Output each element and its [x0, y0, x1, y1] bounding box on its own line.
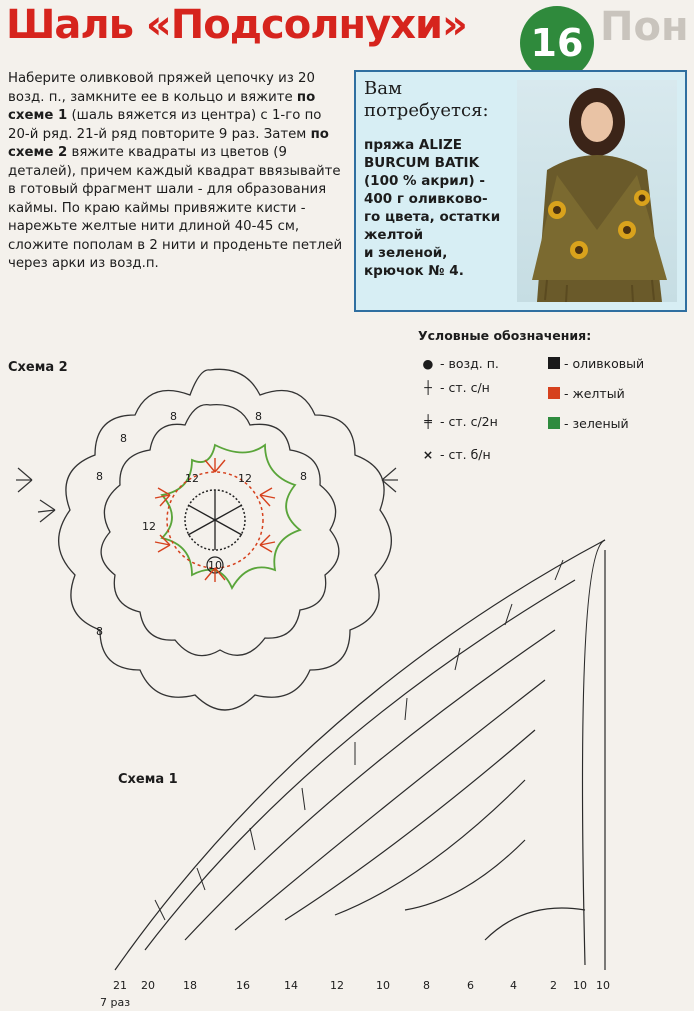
materials-list [364, 136, 524, 280]
materials-heading: Вам потребуется: [364, 78, 489, 121]
color-swatch [548, 387, 560, 399]
row-number: 18 [183, 979, 197, 992]
scheme2-petal-label: 12 [142, 520, 156, 533]
row-number: 4 [510, 979, 517, 992]
scheme2-petal-label: 8 [96, 625, 103, 638]
scheme1-stitch-marks [155, 560, 563, 920]
legend-label: - ст. б/н [439, 447, 491, 462]
chain-stitch-icon: ● [422, 356, 434, 371]
scheme2-petal-label: 8 [170, 410, 177, 423]
color-swatch [548, 357, 560, 369]
legend-symbol-tr [420, 414, 498, 429]
legend-label: - возд. п. [439, 356, 499, 371]
background-heading: Пон [600, 4, 689, 50]
scheme2-petal-label: 8 [300, 470, 307, 483]
materials-line: го цвета, остатки [364, 209, 501, 225]
row-number: 16 [236, 979, 250, 992]
model-photo [517, 80, 677, 302]
legend-label: - ст. с/н [439, 380, 490, 395]
instructions-text-1: Наберите оливковой пряжей цепочку из 20 возд. п., замкните ее в кольцо и вяжите [8, 71, 315, 105]
legend-label: - ст. с/2н [439, 414, 498, 429]
legend-symbol-dc [420, 380, 490, 395]
scheme1-diagram [105, 520, 625, 980]
row-number: 20 [141, 979, 155, 992]
legend-symbol-sc [420, 447, 491, 462]
double-crochet-icon: ┼ [424, 380, 432, 395]
instructions [8, 70, 346, 274]
row-number: 2 [550, 979, 557, 992]
materials-line: 400 г оливково- [364, 191, 488, 207]
page-number-badge: 16 [520, 6, 594, 80]
scheme2-petal-label: 8 [120, 432, 127, 445]
instructions-text-2: (шаль вяжется из центра) с 1-го по 20-й ряд. 21-й ряд повторите 9 раз. Затем [8, 108, 322, 142]
materials-line: крючок № 4. [364, 263, 464, 279]
materials-line: желтой [364, 227, 424, 243]
row-number: 10 [596, 979, 610, 992]
treble-crochet-icon: ╪ [424, 414, 432, 429]
single-crochet-icon: × [422, 447, 434, 462]
legend [418, 328, 591, 343]
legend-label: - желтый [564, 386, 625, 401]
row-number: 6 [467, 979, 474, 992]
row-number: 10 [573, 979, 587, 992]
legend-color-olive [548, 356, 644, 371]
scheme1-arcs [115, 540, 605, 970]
scheme2-petal-label: 8 [96, 470, 103, 483]
repeat-note: 7 раз [100, 996, 131, 1009]
scheme2-petal-label: 8 [255, 410, 262, 423]
row-number: 12 [330, 979, 344, 992]
instructions-text-3: вяжите квадраты из цветов (9 деталей), причем каждый квадрат ввязывайте в готовый фрагмент шали - для образования каймы. По краю каймы привяжите кисти - нарежьте желтые нити длиной 40-45 см, сложите пополам в 2 нити и проденьте петлей через арки из возд.п. [8, 145, 343, 271]
row-number: 21 [113, 979, 127, 992]
legend-label: - оливковый [564, 356, 645, 371]
row-number: 14 [284, 979, 298, 992]
scheme2-center-label: 10 [208, 559, 222, 572]
materials-line: пряжа ALIZE [364, 137, 462, 153]
scheme2-petal-label: 12 [185, 472, 199, 485]
scheme2-petal-label: 12 [238, 472, 252, 485]
side-fans [16, 468, 398, 522]
scheme1-caption: Схема 1 [118, 772, 178, 787]
materials-line: (100 % акрил) - [364, 173, 486, 189]
legend-color-green [548, 416, 629, 431]
row-number: 8 [423, 979, 430, 992]
row-number: 10 [376, 979, 390, 992]
legend-title: Условные обозначения: [418, 328, 592, 343]
materials-line: и зеленой, [364, 245, 448, 261]
materials-box [354, 70, 687, 312]
instructions-bold-1: по схеме 1 [8, 89, 316, 123]
page-title: Шаль «Подсолнухи» [6, 2, 467, 48]
legend-label: - зеленый [564, 416, 629, 431]
legend-symbol-chain [420, 356, 499, 371]
legend-color-yellow [548, 386, 625, 401]
scheme2-caption: Схема 2 [8, 360, 68, 375]
materials-line: BURCUM BATIK [364, 155, 480, 171]
instructions-bold-2: по схеме 2 [8, 126, 329, 160]
color-swatch [548, 417, 560, 429]
